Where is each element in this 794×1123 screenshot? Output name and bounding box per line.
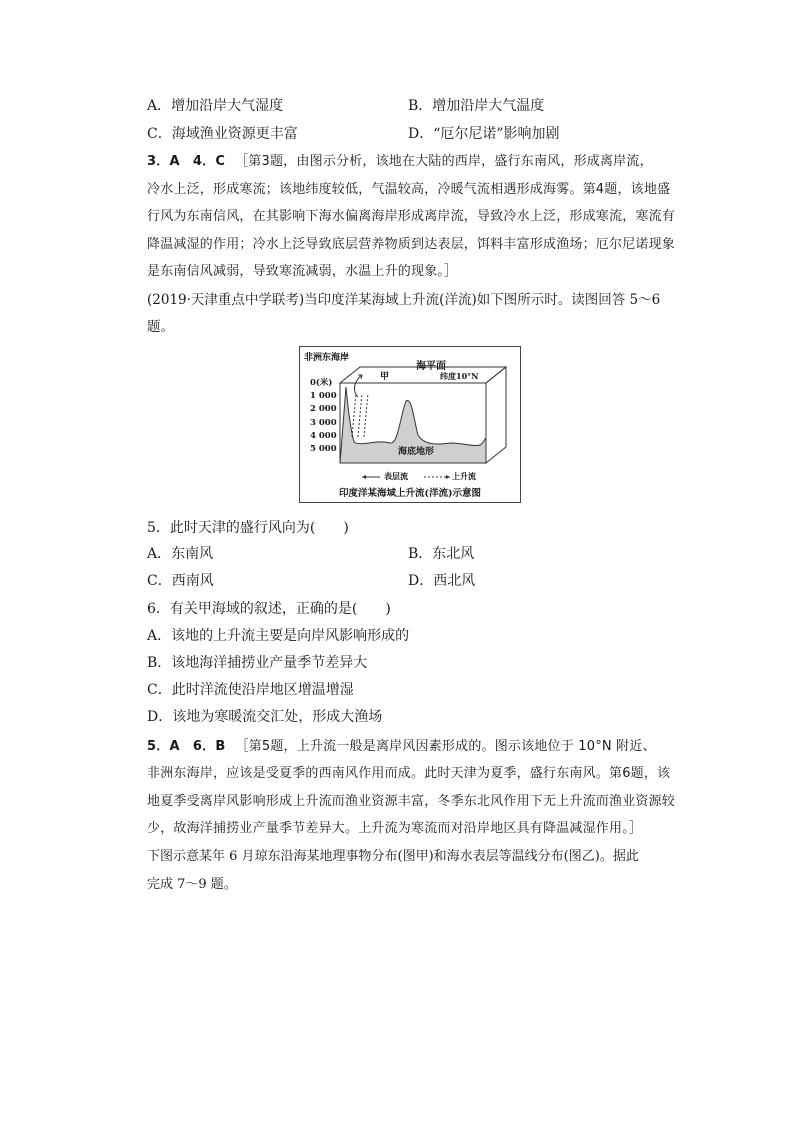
depth-tick-1000: 1 000 <box>310 391 337 402</box>
answer-3-4-line3: 行风为东南信风，在其影响下海水偏离海岸形成离岸流，导致冷水上泛，形成寒流，寒流有 <box>147 209 676 224</box>
upwelling-arrow-1 <box>352 393 356 437</box>
legend-upwelling-arrowhead <box>446 475 450 479</box>
latitude-label: 纬度10°N <box>440 371 479 381</box>
answer-3-4-head: 3．A 4．C <box>147 154 226 169</box>
figure-caption: 印度洋某海域上升流(洋流)示意图 <box>339 488 481 499</box>
answer-3-4-line2: 冷水上泛，形成寒流；该地纬度较低，气温较高，冷暖气流相遇形成海雾。第4题，该地盛 <box>147 182 671 197</box>
option-c: C．海域渔业资源更丰富 <box>147 126 298 142</box>
intro-7-9-line1: 下图示意某年 6 月琼东沿海某地理事物分布(图甲)和海水表层等温线分布(图乙)。据此 <box>147 849 639 864</box>
legend-surface-label: 表层流 <box>384 471 408 481</box>
option-a: A．增加沿岸大气湿度 <box>147 98 284 114</box>
q5-option-b: B．东北风 <box>408 546 475 562</box>
coast-label: 非洲东海岸 <box>304 353 350 363</box>
q6-option-b: B．该地海洋捕捞业产量季节差异大 <box>147 655 368 671</box>
q5-option-a: A．东南风 <box>147 546 214 562</box>
intro-7-9-line2: 完成 7～9 题。 <box>147 877 237 892</box>
upwelling-arrow-3 <box>364 393 368 437</box>
option-d: D．“厄尔尼诺”影响加剧 <box>408 126 560 142</box>
upwelling-diagram <box>299 346 521 503</box>
intro-5-6-line1: (2019·天津重点中学联考)当印度洋某海域上升流(洋流)如下图所示时。读图回答 5～6 <box>147 292 661 308</box>
legend-surface-arrowhead <box>362 475 366 479</box>
intro-5-6-line2: 题。 <box>147 319 174 335</box>
answer-5-6-line3: 地夏季受离岸风影响形成上升流而渔业资源丰富，冬季东北风作用下无上升流而渔业资源较 <box>147 794 676 809</box>
answer-5-6-line4: 少，故海洋捕捞业产量季节差异大。上升流为寒流而对沿岸地区具有降温减湿作用。］ <box>147 821 643 836</box>
depth-axis <box>310 377 337 456</box>
jia-label: 甲 <box>380 372 390 382</box>
answer-5-6-line1 <box>147 737 656 757</box>
answer-3-4-line4: 降温减湿的作用；冷水上泛导致底层营养物质到达表层，饵料丰富形成渔场；厄尔尼诺现象 <box>147 237 676 252</box>
depth-tick-5000: 5 000 <box>310 444 337 455</box>
legend-upwelling-label: 上升流 <box>452 471 476 481</box>
q6-option-a: A．该地的上升流主要是向岸风影响形成的 <box>147 628 410 644</box>
answer-5-6-text1: ［第5题，上升流一般是离岸风因素形成的。图示该地位于 10°N 附近、 <box>235 739 656 754</box>
q6-option-d: D．该地为寒暖流交汇处，形成大渔场 <box>147 709 383 725</box>
sea-level-label: 海平面 <box>416 361 446 372</box>
q5-option-c: C．西南风 <box>147 573 214 589</box>
option-b: B．增加沿岸大气温度 <box>408 98 545 114</box>
upwelling-arrow-2 <box>358 393 362 437</box>
answer-5-6-head: 5．A 6．B <box>147 739 226 754</box>
depth-tick-2000: 2 000 <box>310 404 337 415</box>
box-side <box>486 367 506 463</box>
q6-option-c: C．此时洋流使沿岸地区增温增湿 <box>147 682 354 698</box>
depth-tick-0: 0(米) <box>310 378 333 388</box>
depth-tick-4000: 4 000 <box>310 430 337 441</box>
q6-stem: 6．有关甲海域的叙述，正确的是( ) <box>147 601 391 617</box>
q5-stem: 5．此时天津的盛行风向为( ) <box>147 520 349 536</box>
answer-3-4-text1: ［第3题，由图示分析，该地在大陆的西岸，盛行东南风，形成离岸流， <box>235 154 653 169</box>
answer-3-4-line5: 是东南信风减弱，导致寒流减弱，水温上升的现象。］ <box>147 264 458 279</box>
depth-tick-3000: 3 000 <box>310 417 337 428</box>
seafloor-label: 海底地形 <box>398 447 435 457</box>
q5-option-d: D．西北风 <box>408 573 476 589</box>
answer-5-6-line2: 非洲东海岸，应该是受夏季的西南风作用而成。此时天津为夏季，盛行东南风。第6题，该 <box>147 766 671 781</box>
answer-3-4-line1 <box>147 152 653 172</box>
